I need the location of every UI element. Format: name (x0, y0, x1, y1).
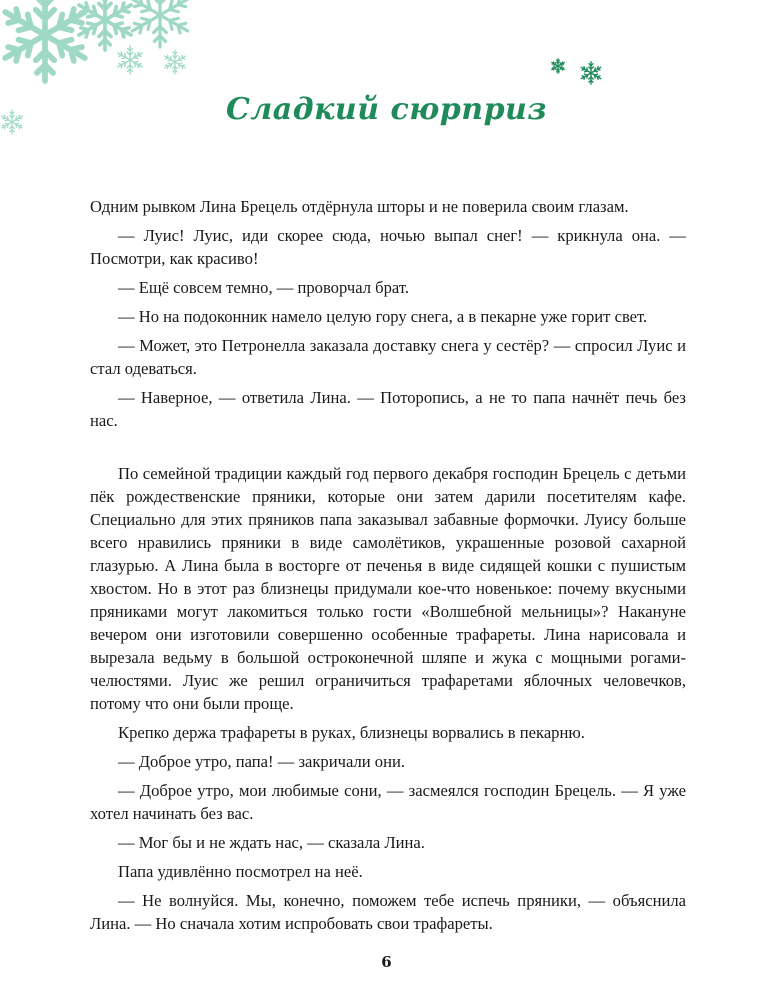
paragraph: Папа удивлённо посмотрел на неё. (118, 862, 363, 881)
paragraph: — Может, это Петронелла заказала доставку снега у сестёр? — спросил Луис и стал одеваться. (90, 336, 686, 378)
body-text (90, 195, 686, 941)
paragraph: — Но на подоконник намело целую гору снега, а в пекарне уже горит свет. (118, 307, 648, 326)
page-number: 6 (381, 953, 392, 971)
paragraph: — Ещё совсем темно, — проворчал брат. (118, 278, 409, 297)
chapter-title: Сладкий сюрприз (225, 92, 548, 127)
paragraph: Одним рывком Лина Брецель отдёрнула шторы и не поверила своим глазам. (90, 197, 629, 216)
paragraph: — Мог бы и не ждать нас, — сказала Лина. (118, 833, 425, 852)
paragraph: — Не волнуйся. Мы, конечно, поможем тебе испечь пряники, — объяснила Лина. — Но сначала хотим испробовать свои трафареты. (90, 891, 686, 933)
paragraph: Крепко держа трафареты в руках, близнецы ворвались в пекарню. (118, 723, 585, 742)
paragraph: — Доброе утро, мои любимые сони, — засмеялся господин Брецель. — Я уже хотел начинать без вас. (90, 781, 686, 823)
paragraph: По семейной традиции каждый год первого декабря господин Брецель с детьми пёк рождественские пряники, которые они затем дарили посетителям кафе. Специально для этих пряников папа заказывал забавные формочки. Луису больше всего нравились пряники в виде самолётиков, украшенные розовой сахарной глазурью. А Лина была в восторге от печенья в виде сидящей кошки с пушистым хвостом. Но в этот раз близнецы придумали кое-что новенькое: почему вкусными пряниками могут лакомиться только гости «Волшебной мельницы»? Накануне вечером они изготовили совершенно особенные трафареты. Лина нарисовала и вырезала ведьму в большой остроконечной шляпе и жука с мощными рогами-челюстями. Луис же решил ограничиться трафаретами яблочных человечков, потому что они были проще. (90, 464, 686, 713)
paragraph: — Наверное, — ответила Лина. — Поторопись, а не то папа начнёт печь без нас. (90, 388, 686, 430)
snowflake-icon (551, 59, 602, 84)
paragraph: — Луис! Луис, иди скорее сюда, ночью выпал снег! — крикнула она. — Посмотри, как красиво! (90, 226, 686, 268)
paragraph: — Доброе утро, папа! — закричали они. (118, 752, 405, 771)
snowflake-decoration (0, 0, 773, 150)
